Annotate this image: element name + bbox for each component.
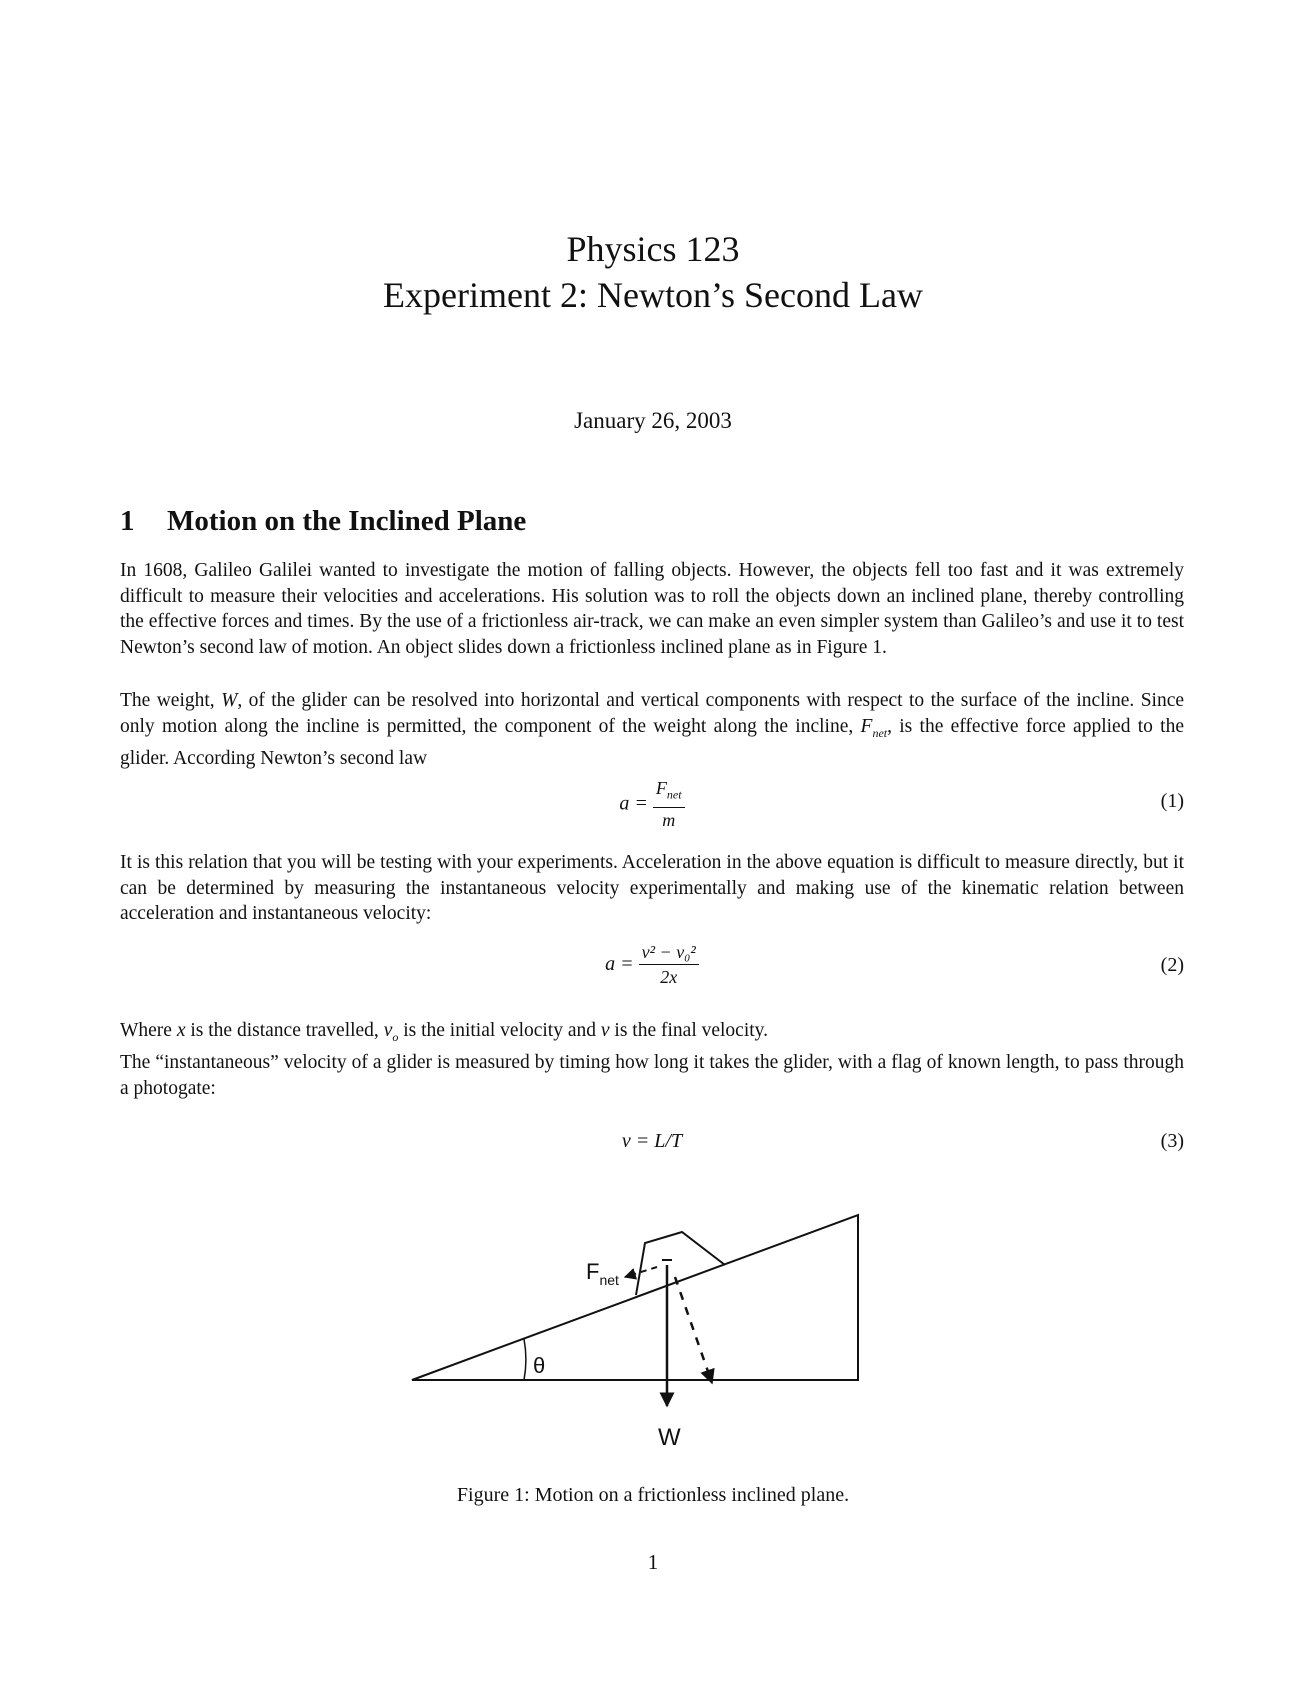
paragraph-definitions: Where x is the distance travelled, $v_o$ is the initial velocity and v is the final velocity. [120, 1020, 769, 1044]
weight-label: W [658, 1424, 681, 1451]
equation-3: v = L/T (3) [621, 1130, 1184, 1152]
fraction: $\frac{\text{v² − v₀²}}{2x}$ [639, 940, 699, 989]
theta-label: θ [533, 1353, 546, 1378]
theta-arc [524, 1339, 526, 1380]
paragraph-intro: In 1608, Galileo Galilei wanted to investigate the motion of falling objects. However, the objects fell too fast and it was extremely difficult to measure their velocities and accelerations. His solution was to roll the objects down an inclined plane, thereby controlling the effective forces and times. By the use of a frictionless air-track, we can make an even simpler system than Galileo’s and use it to test Newton’s second law of motion. An object slides down a frictionless inclined plane as in Figure 1. [120, 560, 1184, 658]
inclined-plane-figure [400, 1195, 900, 1465]
incline-triangle [412, 1215, 858, 1380]
document-date: January 26, 2003 [574, 408, 732, 433]
fnet-label: $F_{net}$ [586, 1259, 619, 1288]
page-number: 1 [647, 1550, 659, 1574]
fraction: $\frac{F_{net}}{m}$ [653, 776, 685, 832]
equation-number: (3) [1160, 1130, 1184, 1152]
paragraph-weight: The weight, W, of the glider can be resolved into horizontal and vertical components with respect to the surface of the incline. Since only motion along the incline is permitted, the component of the weight along the incline, $F_{net}$, is the effective force applied to the glider. According Newton’s second law [120, 690, 1185, 769]
section-number: 1 [120, 505, 135, 537]
document-subtitle: Experiment 2: Newton’s Second Law [383, 275, 923, 315]
figure-caption: Figure 1: Motion on a frictionless inclined plane. [456, 1484, 850, 1506]
equation-2: a = $\frac{\text{v² − v₀²}}{2x}$ (2) [605, 942, 1184, 987]
equation-number: (2) [1160, 954, 1184, 976]
document-title: Physics 123 [566, 229, 740, 269]
equation-1: a = $\frac{F_{net}}{m}$ (1) [619, 778, 1184, 830]
section-heading [120, 503, 526, 539]
equation-number: (1) [1160, 790, 1184, 812]
perpendicular-component [675, 1277, 712, 1383]
paragraph-photogate: The “instantaneous” velocity of a glider is measured by timing how long it takes the glider, with a flag of known length, to pass through a photogate: [120, 1052, 1184, 1099]
paragraph-kinematic: It is this relation that you will be testing with your experiments. Acceleration in the above equation is difficult to measure directly, but it can be determined by measuring the instantaneous velocity experimentally and making use of the kinematic relation between acceleration and instantaneous velocity: [120, 852, 1184, 924]
section-title: Motion on the Inclined Plane [167, 505, 527, 537]
glider [636, 1232, 725, 1295]
